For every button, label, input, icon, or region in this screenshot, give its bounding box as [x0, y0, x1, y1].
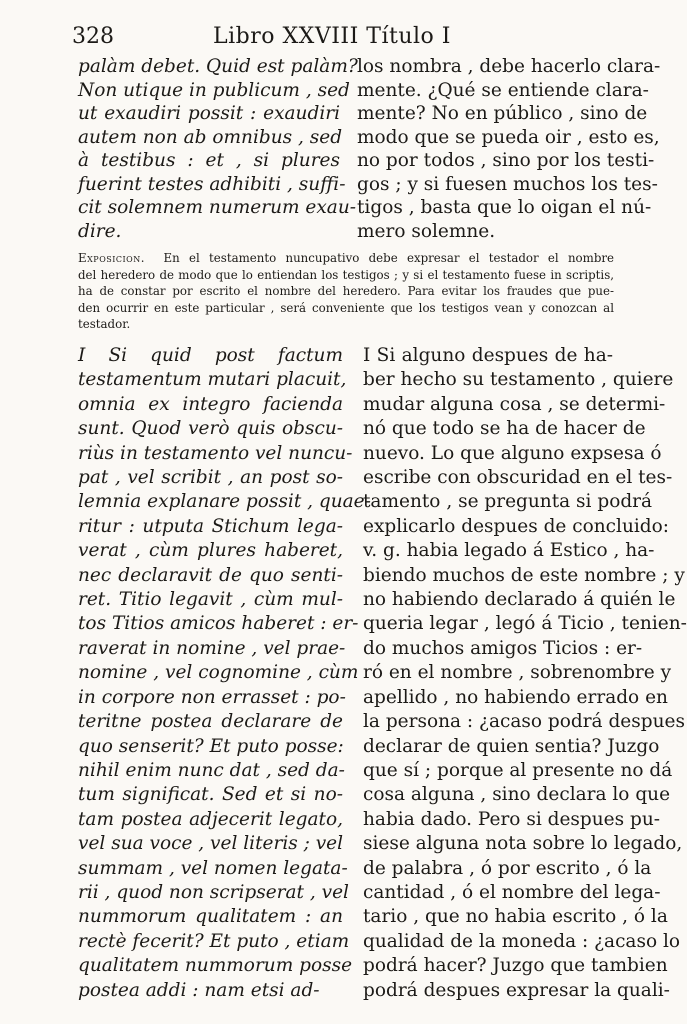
text-line: I Si quid post factum — [78, 345, 343, 366]
text-line: mente. ¿Qué se entiende clara- — [357, 79, 649, 101]
text-line: no habiendo declarado á quién le — [363, 589, 676, 611]
text-line: riùs in testamento vel nuncu- — [78, 442, 353, 464]
text-line: quo senserit? Et puto posse: — [78, 735, 344, 757]
text-line: tam postea adjecerit legato, — [78, 808, 343, 830]
text-line: à testibus : et , si plures — [78, 150, 340, 171]
text-line: tos Titios amicos haberet : er- — [78, 613, 359, 635]
text-line: habia dado. Pero si despues pu- — [363, 808, 660, 830]
text-line: explicarlo despues de concluido: — [363, 515, 669, 537]
text-line: pat , vel scribit , an post so- — [78, 467, 343, 489]
text-line: cit solemnem numerum exau- — [78, 197, 356, 218]
text-line: mente? No en público , sino de — [357, 103, 648, 124]
page-number: 328 — [72, 24, 114, 49]
text-line: lemnia explanare possit , quae- — [78, 491, 371, 513]
text-line: in corpore non errasset : po- — [78, 686, 346, 708]
text-line: teritne postea declarare de — [78, 711, 343, 733]
text-line: qualidad de la moneda : ¿acaso lo — [363, 930, 681, 952]
page-header — [72, 22, 592, 52]
text-line: postea addi : nam etsi ad- — [78, 979, 320, 1001]
text-line: dire. — [78, 220, 122, 242]
text-line: palàm debet. Quid est palàm? — [78, 56, 358, 77]
text-line: modo que se pueda oir , esto es, — [357, 126, 660, 148]
text-line: apellido , no habiendo errado en — [363, 686, 668, 708]
text-line: sunt. Quod verò quis obscu- — [78, 418, 343, 440]
text-line: rectè fecerit? Et puto , etiam — [78, 930, 350, 952]
latin-column-top — [78, 55, 358, 243]
text-line: cantidad , ó el nombre del lega- — [363, 881, 661, 903]
spanish-column-main — [363, 344, 687, 1003]
text-line: no por todos , sino por los testi- — [357, 150, 655, 171]
text-line: que sí ; porque al presente no dá — [363, 759, 673, 781]
text-line: tario , que no habia escrito , ó la — [363, 906, 668, 928]
spanish-column-top — [357, 55, 661, 243]
text-line: nomine , vel cognomine , cùm — [78, 662, 359, 684]
exposicion-line: del heredero de modo que lo entiendan los testigos ; y si el testamento fuese in scriptis, — [78, 267, 614, 282]
text-line: rii , quod non scripserat , vel — [78, 881, 349, 903]
text-line: tum significat. Sed et si no- — [78, 784, 343, 806]
text-line: tamento , se pregunta si podrá — [363, 491, 653, 513]
text-line: declarar de quien sentia? Juzgo — [363, 735, 660, 757]
text-line: qualitatem nummorum posse — [78, 955, 353, 977]
text-line: fuerint testes adhibiti , suffi- — [78, 173, 346, 195]
exposicion-note — [78, 250, 614, 333]
running-title: Libro XXVIII Título I — [213, 24, 451, 49]
exposicion-line: testador. — [78, 317, 131, 331]
text-line: nummorum qualitatem : an — [78, 906, 343, 928]
text-line: gos ; y si fuesen muchos los tes- — [357, 173, 658, 195]
exposicion-text: En el testamento nuncupativo debe expresar el testador el nombre — [163, 251, 615, 265]
exposicion-label: Exposicion. — [78, 251, 145, 265]
text-line: do muchos amigos Ticios : er- — [363, 637, 643, 659]
exposicion-line: ha de constar por escrito el nombre del heredero. Para evitar los fraudes que pue- — [78, 284, 614, 298]
text-line: omnia ex integro facienda — [78, 393, 343, 415]
text-line: nó que todo se ha de hacer de — [363, 418, 646, 440]
text-line: nuevo. Lo que alguno expsesa ó — [363, 442, 662, 464]
text-line: summam , vel nomen legata- — [78, 857, 348, 879]
text-line: I Si alguno despues de ha- — [363, 345, 613, 366]
text-line: verat , cùm plures haberet, — [78, 540, 343, 562]
text-line: cosa alguna , sino declara lo que — [363, 784, 671, 806]
latin-column-main — [78, 344, 371, 1003]
text-line: podrá hacer? Juzgo que tambien — [363, 955, 668, 977]
text-line: vel sua voce , vel literis ; vel — [78, 833, 344, 855]
text-line: ret. Titio legavit , cùm mul- — [78, 589, 343, 611]
text-line: la persona : ¿acaso podrá despues — [363, 711, 685, 733]
text-line: los nombra , debe hacerlo clara- — [357, 56, 661, 77]
text-line: v. g. habia legado á Estico , ha- — [363, 540, 655, 562]
text-line: nihil enim nunc dat , sed da- — [78, 759, 345, 781]
text-line: podrá despues expresar la quali- — [363, 979, 670, 1001]
text-line: mudar alguna cosa , se determi- — [363, 393, 666, 415]
text-line: autem non ab omnibus , sed — [78, 126, 343, 148]
text-line: Non utique in publicum , sed — [78, 79, 350, 101]
text-line: nec declaravit de quo senti- — [78, 564, 343, 586]
text-line: de palabra , ó por escrito , ó la — [363, 857, 652, 879]
text-line: biendo muchos de este nombre ; y — [363, 564, 685, 586]
text-line: testamentum mutari placuit, — [78, 369, 347, 391]
text-line: raverat in nomine , vel prae- — [78, 637, 346, 659]
text-line: escribe con obscuridad en el tes- — [363, 467, 673, 489]
text-line: ritur : utputa Stichum lega- — [78, 515, 343, 537]
text-line: ut exaudiri possit : exaudiri — [78, 103, 340, 124]
text-line: ró en el nombre , sobrenombre y — [363, 662, 672, 684]
exposicion-line: den ocurrir en este particular , será conveniente que los testigos vean y conozcan al — [78, 300, 614, 315]
exposicion-line — [78, 250, 614, 267]
text-line: siese alguna nota sobre lo legado, — [363, 833, 683, 855]
text-line: ber hecho su testamento , quiere — [363, 369, 674, 391]
text-line: mero solemne. — [357, 220, 496, 242]
text-line: tigos , basta que lo oigan el nú- — [357, 197, 652, 218]
text-line: queria legar , legó á Ticio , tenien- — [363, 613, 687, 635]
